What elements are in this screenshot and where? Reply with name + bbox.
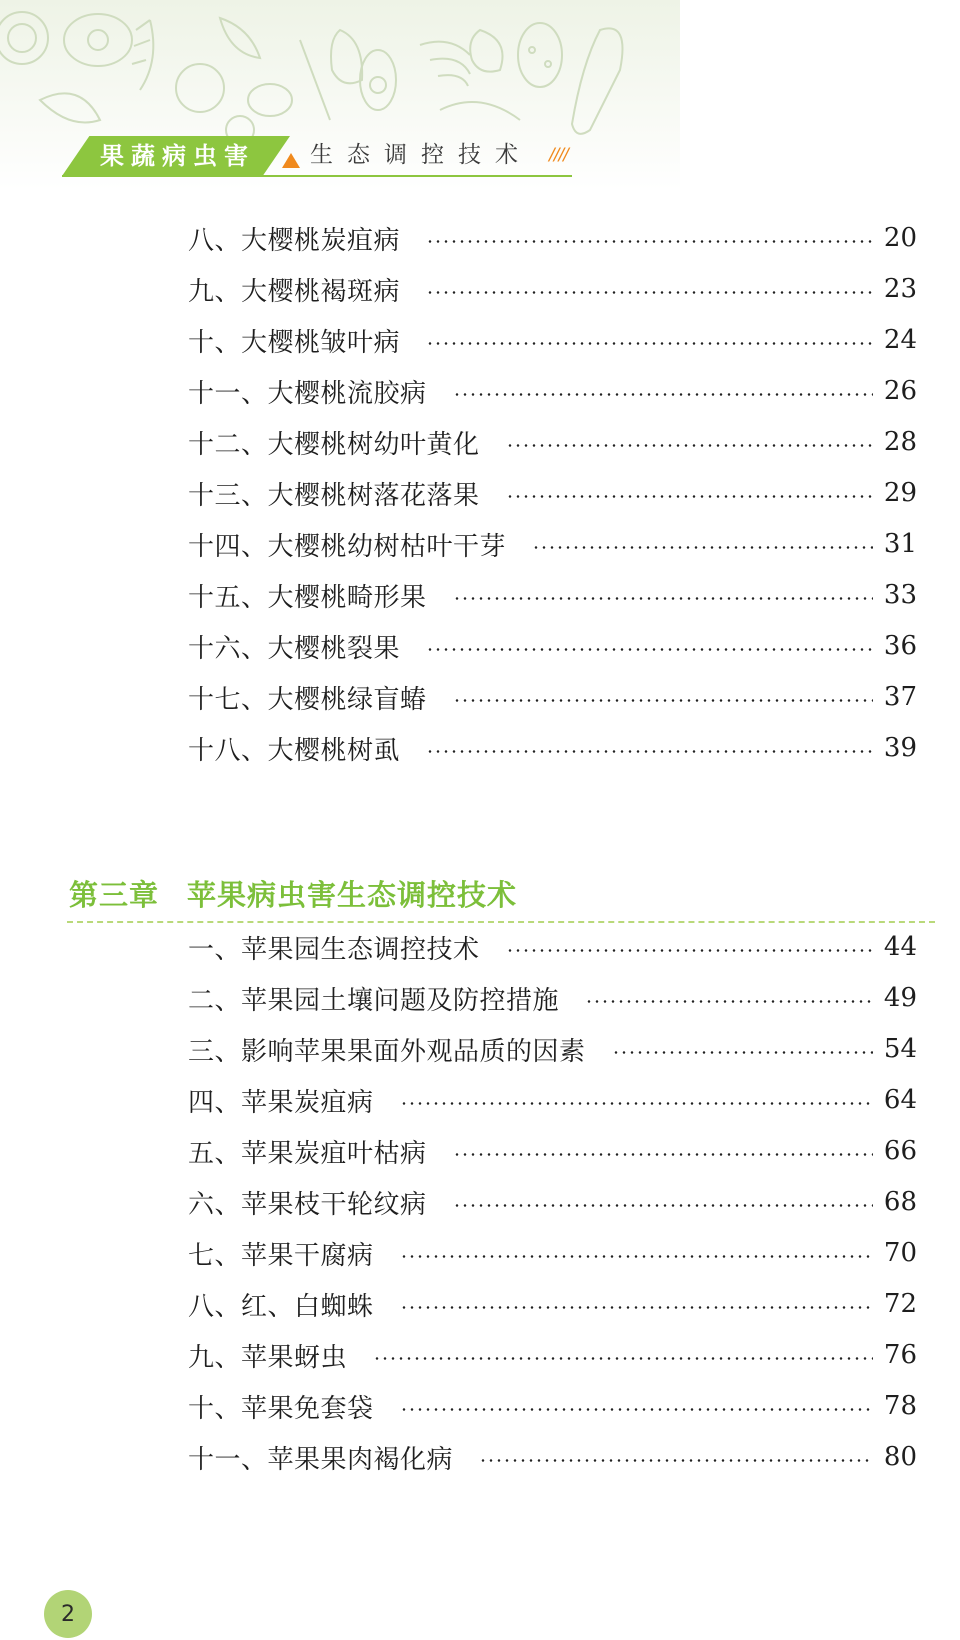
toc-entry[interactable] xyxy=(188,269,917,309)
toc-entry[interactable] xyxy=(188,1386,917,1426)
toc-entry-title: 十一、大樱桃流胶病 xyxy=(188,378,427,409)
dot-leader xyxy=(506,949,873,952)
toc-entry[interactable] xyxy=(188,677,917,717)
toc-entry[interactable] xyxy=(188,927,917,967)
dot-leader xyxy=(453,393,873,396)
toc-entry[interactable] xyxy=(188,218,917,258)
toc-entry[interactable] xyxy=(188,626,917,666)
toc-entry-title: 二、苹果园土壤问题及防控措施 xyxy=(188,985,560,1016)
toc-entry-page: 24 xyxy=(883,325,917,355)
toc-entry-title: 五、苹果炭疽叶枯病 xyxy=(188,1138,427,1169)
toc-entry-title: 十八、大樱桃树虱 xyxy=(188,735,401,766)
toc-entry-title: 十二、大樱桃树幼叶黄化 xyxy=(188,429,480,460)
toc-entry-title: 十、苹果免套袋 xyxy=(188,1393,374,1424)
dot-leader xyxy=(479,1459,873,1462)
toc-entry-title: 十一、苹果果肉褐化病 xyxy=(188,1444,454,1475)
toc-entry-page: 78 xyxy=(883,1391,917,1421)
running-header xyxy=(0,0,960,200)
page-number-badge: 2 xyxy=(44,1590,92,1638)
orange-triangle-icon xyxy=(282,153,300,168)
toc-entry[interactable] xyxy=(188,1437,917,1477)
toc-entry[interactable] xyxy=(188,1335,917,1375)
toc-entry-page: 26 xyxy=(883,376,917,406)
dot-leader xyxy=(453,1204,873,1207)
toc-entry-page: 31 xyxy=(883,529,917,559)
dot-leader xyxy=(400,1255,873,1258)
toc-entry-title: 八、红、白蜘蛛 xyxy=(188,1291,374,1322)
chapter-heading[interactable] xyxy=(69,873,517,914)
dot-leader xyxy=(426,342,873,345)
toc-entry-title: 四、苹果炭疽病 xyxy=(188,1087,374,1118)
toc-entry[interactable] xyxy=(188,1080,917,1120)
toc-entry[interactable] xyxy=(188,422,917,462)
toc-entry-page: 23 xyxy=(883,274,917,304)
toc-entry-title: 十五、大樱桃畸形果 xyxy=(188,582,427,613)
dot-leader xyxy=(532,546,873,549)
chapter-title: 苹果病虫害生态调控技术 xyxy=(187,878,518,912)
toc-entry[interactable] xyxy=(188,1131,917,1171)
toc-entry-page: 28 xyxy=(883,427,917,457)
toc-entry-title: 九、苹果蚜虫 xyxy=(188,1342,348,1373)
toc-entry-page: 37 xyxy=(883,682,917,712)
toc-entry-page: 80 xyxy=(883,1442,917,1472)
toc-entry[interactable] xyxy=(188,575,917,615)
toc-entry-title: 九、大樱桃褐斑病 xyxy=(188,276,401,307)
toc-entry[interactable] xyxy=(188,1182,917,1222)
dot-leader xyxy=(426,240,873,243)
toc-entry-page: 76 xyxy=(883,1340,917,1370)
toc-entry-title: 七、苹果干腐病 xyxy=(188,1240,374,1271)
dot-leader xyxy=(426,291,873,294)
toc-entry-page: 33 xyxy=(883,580,917,610)
toc-entry-title: 三、影响苹果果面外观品质的因素 xyxy=(188,1036,586,1067)
toc-entry-page: 36 xyxy=(883,631,917,661)
toc-entry-page: 64 xyxy=(883,1085,917,1115)
toc-entry-page: 29 xyxy=(883,478,917,508)
dot-leader xyxy=(506,495,873,498)
toc-entry-page: 54 xyxy=(883,1034,917,1064)
dot-leader xyxy=(400,1306,873,1309)
toc-entry[interactable] xyxy=(188,320,917,360)
toc-entry-page: 68 xyxy=(883,1187,917,1217)
dot-leader xyxy=(373,1357,873,1360)
toc-entry-title: 六、苹果枝干轮纹病 xyxy=(188,1189,427,1220)
dot-leader xyxy=(453,597,873,600)
dot-leader xyxy=(426,750,873,753)
toc-entry-title: 十四、大樱桃幼树枯叶干芽 xyxy=(188,531,507,562)
dot-leader xyxy=(426,648,873,651)
dot-leader xyxy=(612,1051,873,1054)
toc-entry-page: 39 xyxy=(883,733,917,763)
dot-leader xyxy=(400,1408,873,1411)
toc-entry-page: 66 xyxy=(883,1136,917,1166)
toc-entry-page: 20 xyxy=(883,223,917,253)
toc-entry[interactable] xyxy=(188,1233,917,1273)
toc-entry-title: 十七、大樱桃绿盲蝽 xyxy=(188,684,427,715)
toc-entry-page: 44 xyxy=(883,932,917,962)
series-subtitle: 生态调控技术 xyxy=(310,142,532,168)
series-title: 果蔬病虫害 xyxy=(100,142,255,170)
toc-entry-page: 70 xyxy=(883,1238,917,1268)
banner-underline xyxy=(62,175,572,177)
toc-entry[interactable] xyxy=(188,371,917,411)
dot-leader xyxy=(400,1102,873,1105)
toc-entry[interactable] xyxy=(188,524,917,564)
chapter-divider xyxy=(67,921,935,923)
toc-entry-title: 十六、大樱桃裂果 xyxy=(188,633,401,664)
dot-leader xyxy=(585,1000,873,1003)
toc-entry[interactable] xyxy=(188,1029,917,1069)
toc-entry-title: 十、大樱桃皱叶病 xyxy=(188,327,401,358)
dot-leader xyxy=(453,699,873,702)
toc-entry-title: 八、大樱桃炭疽病 xyxy=(188,225,401,256)
dot-leader xyxy=(453,1153,873,1156)
toc-entry[interactable] xyxy=(188,728,917,768)
toc-entry[interactable] xyxy=(188,978,917,1018)
toc-entry-page: 49 xyxy=(883,983,917,1013)
toc-entry-page: 72 xyxy=(883,1289,917,1319)
toc-entry[interactable] xyxy=(188,473,917,513)
toc-entry-title: 十三、大樱桃树落花落果 xyxy=(188,480,480,511)
toc-entry[interactable] xyxy=(188,1284,917,1324)
decorative-slashes: //// xyxy=(549,145,568,165)
toc-entry-title: 一、苹果园生态调控技术 xyxy=(188,934,480,965)
dot-leader xyxy=(506,444,873,447)
chapter-number: 第三章 xyxy=(69,878,160,912)
